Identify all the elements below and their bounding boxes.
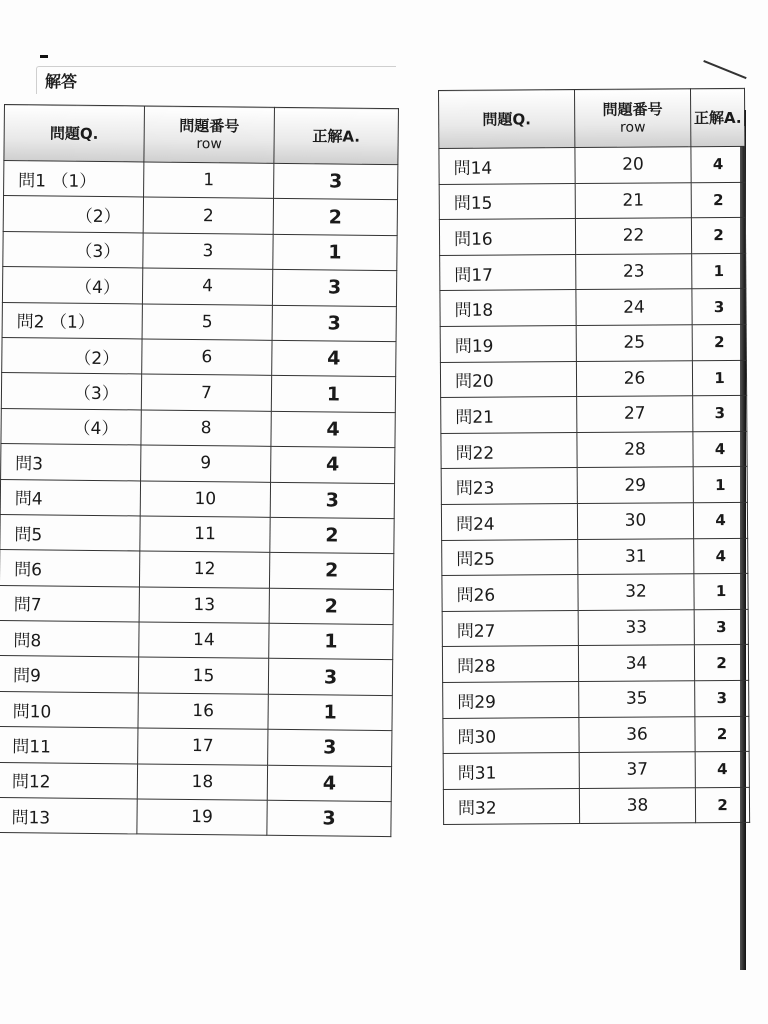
row-number-cell: 29 <box>577 467 693 503</box>
table-row <box>0 656 393 696</box>
row-number-cell: 26 <box>576 360 692 396</box>
question-cell: （4） <box>1 408 141 445</box>
table-row <box>440 289 746 327</box>
question-cell: 問7 <box>0 585 139 622</box>
question-cell: 問30 <box>443 717 579 754</box>
answer-column-header: 正解A. <box>274 107 399 164</box>
question-cell: 問21 <box>441 397 577 434</box>
question-cell: 問22 <box>441 432 577 469</box>
answer-cell: 2 <box>694 645 748 681</box>
row-number-cell: 9 <box>141 445 271 482</box>
table-row <box>442 645 748 683</box>
answer-cell: 1 <box>692 253 746 289</box>
row-number-cell: 23 <box>576 254 692 290</box>
table-row <box>0 621 393 661</box>
table-row <box>2 302 396 342</box>
table-row <box>4 161 398 201</box>
row-number-cell: 37 <box>579 752 695 788</box>
table-row <box>443 787 749 825</box>
question-cell: 問3 <box>1 444 141 481</box>
answer-cell: 1 <box>273 234 397 271</box>
row-number-cell: 11 <box>140 516 270 553</box>
table-row <box>1 408 395 448</box>
row-number-cell: 3 <box>143 233 273 270</box>
table-row <box>0 585 393 625</box>
row-number-header-label: 問題番号 <box>602 99 663 119</box>
question-cell: 問15 <box>439 183 575 220</box>
answer-cell: 3 <box>693 396 747 432</box>
table-row <box>3 231 397 271</box>
question-cell: （2） <box>3 196 143 233</box>
answer-cell: 2 <box>691 182 745 218</box>
table-row <box>3 196 397 236</box>
row-number-cell: 1 <box>144 162 274 199</box>
answer-cell: 4 <box>272 340 396 377</box>
question-cell: 問12 <box>0 762 138 799</box>
question-cell: 問11 <box>0 727 138 764</box>
question-cell: 問9 <box>0 656 139 693</box>
row-number-cell: 20 <box>575 147 691 183</box>
row-number-cell: 13 <box>139 587 269 624</box>
table-row <box>443 751 749 789</box>
question-cell: 問8 <box>0 621 139 658</box>
answer-cell: 3 <box>694 609 748 645</box>
answer-cell: 3 <box>272 269 396 306</box>
question-column-header: 問題Q. <box>439 90 575 149</box>
table-row <box>440 253 746 291</box>
row-number-cell: 28 <box>577 431 693 467</box>
table-row <box>442 538 748 576</box>
row-number-cell: 10 <box>140 480 270 517</box>
question-column-header: 問題Q. <box>4 105 145 162</box>
row-number-cell: 24 <box>576 289 692 325</box>
answer-cell: 2 <box>273 199 397 236</box>
answer-cell: 1 <box>271 376 395 413</box>
answer-cell: 4 <box>693 431 747 467</box>
row-number-cell: 31 <box>578 538 694 574</box>
answer-cell: 1 <box>268 694 392 731</box>
question-cell: 問16 <box>439 219 575 256</box>
row-number-cell: 15 <box>138 657 268 694</box>
question-cell: 問18 <box>440 290 576 327</box>
answer-cell: 2 <box>695 787 749 823</box>
question-cell: 問32 <box>443 788 579 825</box>
row-number-column-header <box>144 106 275 163</box>
table-row <box>443 716 749 754</box>
table-row <box>442 609 748 647</box>
row-number-cell: 27 <box>577 396 693 432</box>
question-cell: 問14 <box>439 148 575 185</box>
question-cell: 問1 （1） <box>4 161 144 198</box>
table-row <box>440 360 746 398</box>
table-row <box>0 550 394 590</box>
row-number-cell: 21 <box>575 182 691 218</box>
row-number-column-header <box>575 89 691 148</box>
answer-cell: 3 <box>692 289 746 325</box>
question-cell: （2） <box>2 337 142 374</box>
row-number-cell: 5 <box>142 304 272 341</box>
question-cell: 問23 <box>441 468 577 505</box>
question-cell: 問31 <box>443 753 579 790</box>
answer-cell: 2 <box>269 588 393 625</box>
row-number-cell: 4 <box>142 268 272 305</box>
answer-cell: 4 <box>694 538 748 574</box>
table-row <box>0 762 392 802</box>
table-row <box>441 396 747 434</box>
row-number-header-sub: row <box>619 119 646 136</box>
row-number-cell: 22 <box>575 218 691 254</box>
row-number-cell: 34 <box>578 645 694 681</box>
row-number-cell: 7 <box>141 374 271 411</box>
table-row <box>440 324 746 362</box>
answer-cell: 1 <box>269 623 393 660</box>
page-edge-mark <box>40 55 48 58</box>
row-number-cell: 2 <box>143 197 273 234</box>
row-number-cell: 19 <box>137 799 267 836</box>
table-row <box>2 337 396 377</box>
answer-cell: 2 <box>692 324 746 360</box>
table-row <box>2 267 396 307</box>
answer-cell: 4 <box>691 146 745 182</box>
table-row <box>0 691 392 731</box>
question-cell: 問4 <box>0 479 140 516</box>
table-row <box>441 467 747 505</box>
row-number-header-sub: row <box>196 135 222 152</box>
question-cell: （3） <box>3 231 143 268</box>
question-cell: 問17 <box>440 254 576 291</box>
table-row <box>441 502 747 540</box>
answer-cell: 3 <box>268 730 392 767</box>
question-cell: 問28 <box>442 646 578 683</box>
table-header-row <box>439 88 745 148</box>
table-row <box>439 182 745 220</box>
row-number-cell: 30 <box>577 503 693 539</box>
row-number-cell: 12 <box>139 551 269 588</box>
row-number-cell: 18 <box>137 764 267 801</box>
row-number-cell: 14 <box>139 622 269 659</box>
row-number-cell: 17 <box>138 728 268 765</box>
answer-cell: 3 <box>695 680 749 716</box>
table-row <box>0 797 391 837</box>
question-cell: （3） <box>1 373 141 410</box>
section-title: 解答 <box>36 66 396 94</box>
row-number-cell: 36 <box>579 716 695 752</box>
answer-cell: 2 <box>270 517 394 554</box>
answer-cell: 2 <box>695 716 749 752</box>
question-cell: 問19 <box>440 326 576 363</box>
question-cell: 問25 <box>442 539 578 576</box>
table-row <box>1 373 395 413</box>
answer-cell: 3 <box>274 163 398 200</box>
row-number-cell: 33 <box>578 609 694 645</box>
answer-table-left <box>0 104 399 838</box>
answer-cell: 3 <box>270 482 394 519</box>
row-number-cell: 38 <box>579 787 695 823</box>
row-number-cell: 16 <box>138 693 268 730</box>
answer-cell: 4 <box>271 446 395 483</box>
question-cell: 問2 （1） <box>2 302 142 339</box>
table-header-row <box>4 105 399 165</box>
answer-cell: 4 <box>695 751 749 787</box>
question-cell: 問5 <box>0 514 140 551</box>
answer-cell: 2 <box>691 218 745 254</box>
question-cell: 問6 <box>0 550 140 587</box>
answer-table-right <box>438 88 750 825</box>
row-number-header-label: 問題番号 <box>179 116 240 135</box>
table-row <box>0 479 394 519</box>
row-number-cell: 25 <box>576 325 692 361</box>
row-number-cell: 6 <box>142 339 272 376</box>
question-cell: 問27 <box>442 610 578 647</box>
table-row <box>441 431 747 469</box>
answer-cell: 3 <box>272 305 396 342</box>
answer-cell: 1 <box>693 467 747 503</box>
answer-cell: 1 <box>692 360 746 396</box>
question-cell: 問26 <box>442 575 578 612</box>
table-row <box>439 218 745 256</box>
answer-cell: 3 <box>267 800 391 837</box>
answer-cell: 4 <box>267 765 391 802</box>
table-row <box>0 727 392 767</box>
question-cell: 問29 <box>443 681 579 718</box>
table-row <box>1 444 395 484</box>
question-cell: 問13 <box>0 797 137 834</box>
question-cell: （4） <box>2 267 142 304</box>
table-row <box>0 514 394 554</box>
question-cell: 問20 <box>440 361 576 398</box>
question-cell: 問10 <box>0 691 138 728</box>
answer-cell: 2 <box>269 553 393 590</box>
row-number-cell: 32 <box>578 574 694 610</box>
table-row <box>443 680 749 718</box>
answer-cell: 3 <box>268 659 392 696</box>
answer-column-header: 正解A. <box>690 88 744 146</box>
table-row <box>442 573 748 611</box>
table-row <box>439 146 745 184</box>
answer-cell: 4 <box>693 502 747 538</box>
row-number-cell: 8 <box>141 410 271 447</box>
question-cell: 問24 <box>441 503 577 540</box>
answer-cell: 4 <box>271 411 395 448</box>
answer-cell: 1 <box>694 573 748 609</box>
row-number-cell: 35 <box>579 681 695 717</box>
